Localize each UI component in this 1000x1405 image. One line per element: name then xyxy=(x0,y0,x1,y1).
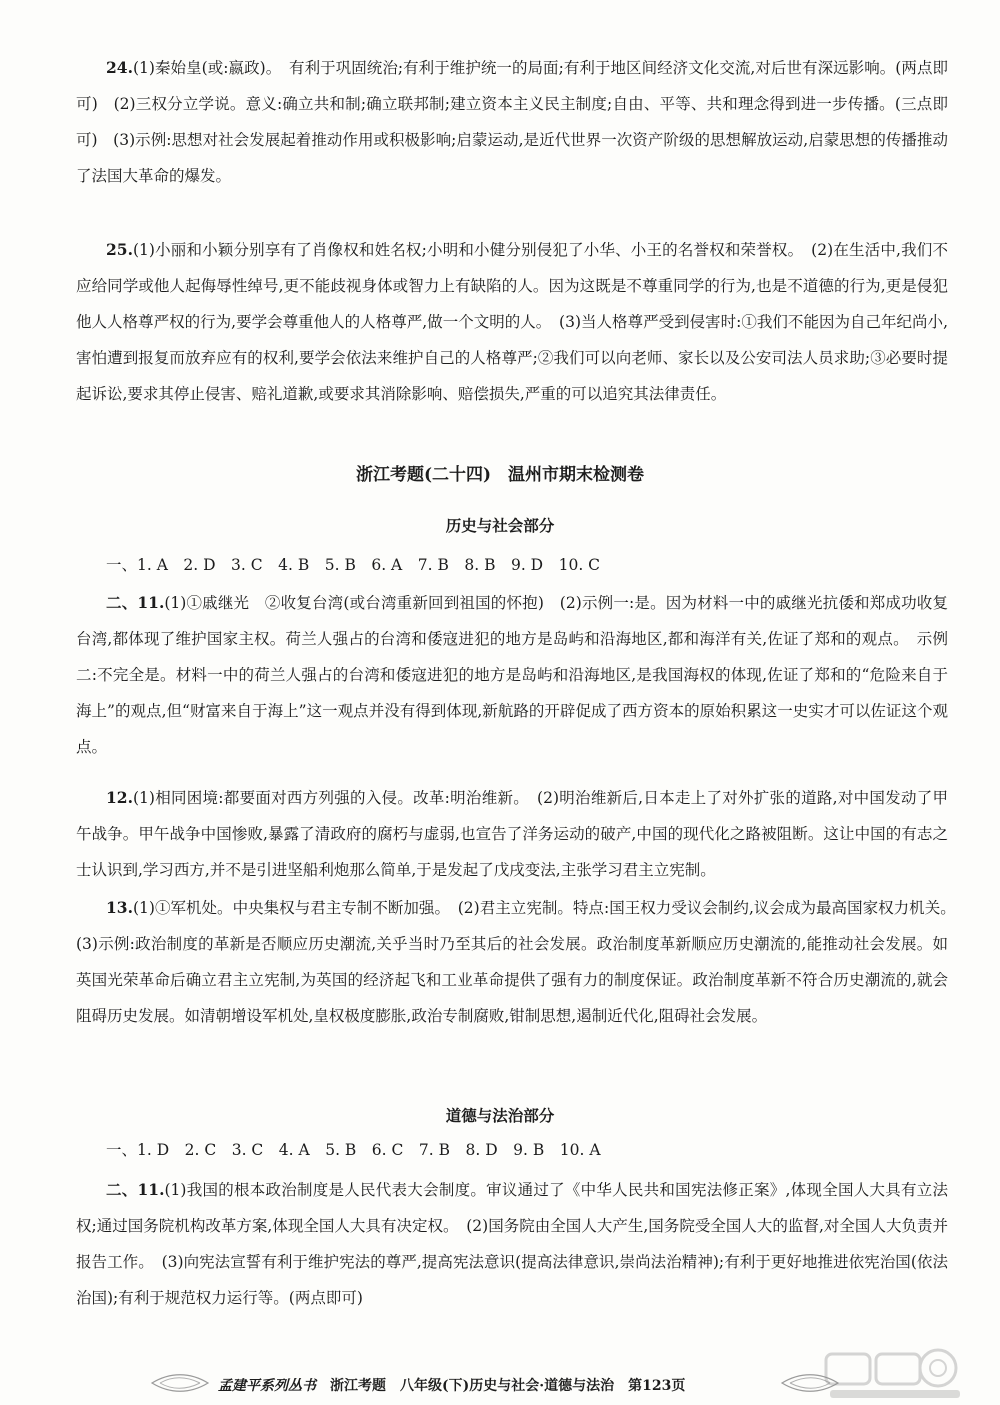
answer-ethics-q11 xyxy=(76,1172,948,1316)
question-number: 二、11. xyxy=(106,593,165,612)
answer-text: (1)我国的根本政治制度是人民代表大会制度。审议通过了《中华人民共和国宪法修正案》,体现全国人大具有立法权;通过国务院机构改革方案,体现全国人大具有决定权。 (2)国务院由全国人大产生,国务院受全国人大的监督,对全国人大负责并报告工作。 (3)向宪法宣誓有利于维护宪法的尊严,提高宪法意识(提高法律意识,崇尚法治精神);有利于更好地推进依宪治国(依法治国);有利于规范权力运行等。(两点即可) xyxy=(76,1181,948,1307)
answer-q24 xyxy=(76,50,948,194)
question-number: 12. xyxy=(106,788,133,807)
answer-history-q11 xyxy=(76,585,948,765)
history-choice-answers: 一、1. A 2. D 3. C 4. B 5. B 6. A 7. B 8. B 9. D 10. C xyxy=(106,556,601,574)
answer-history-q12 xyxy=(76,780,948,888)
series-name: 孟建平系列丛书 xyxy=(218,1378,316,1394)
question-number: 二、11. xyxy=(106,1180,165,1199)
subject-name: 八年级(下)历史与社会·道德与法治 xyxy=(400,1378,615,1394)
answer-text: (1)相同困境:都要面对西方列强的入侵。改革:明治维新。 (2)明治维新后,日本走上了对外扩张的道路,对中国发动了甲午战争。甲午战争中国惨败,暴露了清政府的腐朽与虚弱,也宣告了洋务运动的破产,中国的现代化之路被阻断。这让中国的有志之士认识到,学习西方,并不是引进坚船利炮那么简单,于是发起了戊戌变法,主张学习君主立宪制。 xyxy=(76,789,948,879)
left-ornament-icon xyxy=(150,1368,210,1398)
answer-text: (1)①戚继光 ②收复台湾(或台湾重新回到祖国的怀抱) (2)示例一:是。因为材料一中的戚继光抗倭和郑成功收复台湾,都体现了维护国家主权。荷兰人强占的台湾和倭寇进犯的地方是岛屿和沿海地区,都和海洋有关,佐证了郑和的观点。 示例二:不完全是。材料一中的荷兰人强占的台湾和倭寇进犯的地方是岛屿和沿海地区,是我国海权的体现,佐证了郑和的“危险来自于海上”的观点,但“财富来自于海上”这一观点并没有得到体现,新航路的开辟促成了西方资本的原始积累这一史实才可以佐证这个观点。 xyxy=(76,594,948,756)
answer-history-q13 xyxy=(76,890,964,1034)
page-number: 第123页 xyxy=(628,1378,686,1394)
section-heading-ethics: 道德与法治部分 xyxy=(445,1106,555,1125)
section-heading-history: 历史与社会部分 xyxy=(445,516,555,535)
question-number: 13. xyxy=(106,898,133,917)
ethics-choice-answers: 一、1. D 2. C 3. C 4. A 5. B 6. C 7. B 8. D 9. B 10. A xyxy=(106,1141,601,1159)
question-number: 25. xyxy=(106,240,133,259)
page-footer xyxy=(218,1372,685,1398)
question-number: 24. xyxy=(106,58,133,77)
book-name: 浙江考题 xyxy=(330,1378,386,1394)
answer-text: (1)秦始皇(或:嬴政)。 有利于巩固统治;有利于维护统一的局面;有利于地区间经济文化交流,对后世有深远影响。(两点即可) (2)三权分立学说。意义:确立共和制;确立联邦制;建立资本主义民主制度;自由、平等、共和理念得到进一步传播。(三点即可) (3)示例:思想对社会发展起着推动作用或积极影响;启蒙运动,是近代世界一次资产阶级的思想解放运动,启蒙思想的传播推动了法国大革命的爆发。 xyxy=(76,59,948,185)
answer-text: (1)①军机处。中央集权与君主专制不断加强。 (2)君主立宪制。特点:国王权力受议会制约,议会成为最高国家权力机关。 (3)示例:政治制度的革新是否顺应历史潮流,关乎当时乃至其后的社会发展。政治制度革新顺应历史潮流的,能推动社会发展。如英国光荣革命后确立君主立宪制,为英国的经济起飞和工业革命提供了强有力的制度保证。政治制度革新不符合历史潮流的,就会阻碍历史发展。如清朝增设军机处,皇权极度膨胀,政治专制腐败,钳制思想,遏制近代化,阻碍社会发展。 xyxy=(76,899,964,1025)
exam-title: 浙江考题(二十四) 温州市期末检测卷 xyxy=(355,465,645,485)
answer-text: (1)小丽和小颖分别享有了肖像权和姓名权;小明和小健分别侵犯了小华、小王的名誉权和荣誉权。 (2)在生活中,我们不应给同学或他人起侮辱性绰号,更不能歧视身体或智力上有缺陷的人。因为这既是不尊重同学的行为,也是不道德的行为,更是侵犯他人人格尊严权的行为,要学会尊重他人的人格尊严,做一个文明的人。 (3)当人格尊严受到侵害时:①我们不能因为自己年纪尚小,害怕遭到报复而放弃应有的权利,要学会依法来维护自己的人格尊严;②我们可以向老师、家长以及公安司法人员求助;③必要时提起诉讼,要求其停止侵害、赔礼道歉,或要求其消除影响、赔偿损失,严重的可以追究其法律责任。 xyxy=(76,241,948,403)
answer-q25 xyxy=(76,232,948,412)
watermark-logo-icon xyxy=(820,1346,970,1402)
